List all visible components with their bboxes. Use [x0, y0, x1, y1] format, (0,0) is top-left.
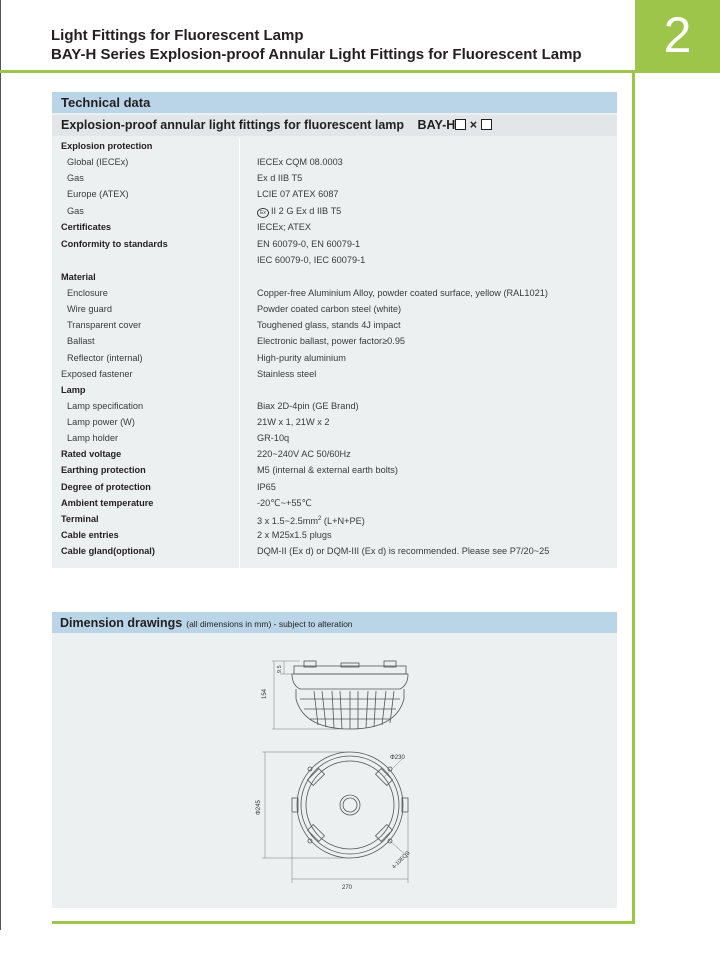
- row-label: Lamp specification: [67, 401, 144, 411]
- row-label: Lamp: [61, 385, 86, 395]
- table-row: [52, 301, 617, 317]
- row-value: LCIE 07 ATEX 6087: [257, 189, 339, 199]
- model-code: [418, 118, 492, 132]
- row-value: Powder coated carbon steel (white): [257, 304, 402, 314]
- table-row: [52, 170, 617, 186]
- table-row: [52, 414, 617, 430]
- technical-data-panel: [52, 92, 617, 568]
- row-label: Lamp holder: [67, 433, 119, 443]
- table-row: [52, 495, 617, 511]
- row-value-text: II 2 G Ex d IIB T5: [271, 206, 342, 216]
- row-value: Toughened glass, stands 4J impact: [257, 320, 401, 330]
- row-label: Lamp power (W): [67, 417, 135, 427]
- table-row: [52, 527, 617, 543]
- subheading-text: Explosion-proof annular light fittings for fluorescent lamp: [61, 118, 405, 132]
- row-value: 2 x M25x1.5 plugs: [257, 530, 332, 540]
- dim-height-top: 9.5: [277, 665, 283, 673]
- row-value: Biax 2D-4pin (GE Brand): [257, 401, 359, 411]
- row-label: Enclosure: [67, 288, 108, 298]
- dimension-drawing: [52, 633, 617, 908]
- row-value: DQM-II (Ex d) or DQM-III (Ex d) is recommended. Please see P7/20~25: [257, 546, 550, 556]
- dimension-drawings-panel: [52, 612, 617, 908]
- table-row: [52, 430, 617, 446]
- table-row: [52, 398, 617, 414]
- table-row: [52, 236, 617, 252]
- table-row: [52, 154, 617, 170]
- header-rule: [0, 70, 635, 73]
- row-label: Rated voltage: [61, 449, 122, 459]
- side-view-drawing: [292, 661, 408, 729]
- table-row: [52, 285, 617, 301]
- row-value-text: 3 x 1.5~2.5mm: [257, 516, 319, 527]
- dimension-drawings-heading: [52, 612, 617, 633]
- table-row: [52, 203, 617, 219]
- row-label: Reflector (internal): [67, 353, 143, 363]
- technical-data-subheading: [52, 115, 617, 136]
- dim-diameter-outer: Φ230: [390, 755, 405, 761]
- row-value: M5 (internal & external earth bolts): [257, 465, 398, 475]
- table-row: [52, 511, 617, 527]
- row-label: Wire guard: [67, 304, 112, 314]
- row-label: Ambient temperature: [61, 498, 154, 508]
- table-row: [52, 333, 617, 349]
- row-label: Gas: [67, 173, 84, 183]
- dimension-note: (all dimensions in mm) - subject to alteration: [186, 619, 353, 629]
- placeholder-box-icon: [481, 119, 492, 130]
- dim-holes: 4-10EQS: [391, 850, 412, 871]
- table-row: [52, 317, 617, 333]
- dimension-title: Dimension drawings: [60, 616, 183, 630]
- row-value: Stainless steel: [257, 369, 317, 379]
- page-category-title: Light Fittings for Fluorescent Lamp: [51, 27, 304, 44]
- row-label: Gas: [67, 206, 84, 216]
- row-value: Copper-free Aluminium Alloy, powder coated surface, yellow (RAL1021): [257, 288, 548, 298]
- dim-width: 270: [342, 885, 353, 891]
- row-label: Ballast: [67, 336, 95, 346]
- row-value: 21W x 1, 21W x 2: [257, 417, 330, 427]
- table-row: [52, 382, 617, 398]
- page-title: BAY-H Series Explosion-proof Annular Light Fittings for Fluorescent Lamp: [51, 46, 582, 63]
- row-value: IECEx CQM 08.0003: [257, 157, 343, 167]
- row-value: EN 60079-0, EN 60079-1: [257, 239, 361, 249]
- page-edge-line: [0, 0, 1, 930]
- row-label: Explosion protection: [61, 141, 153, 151]
- row-label: Exposed fastener: [61, 369, 133, 379]
- row-label: Certificates: [61, 222, 112, 232]
- row-label: Earthing protection: [61, 465, 146, 475]
- footer-rule: [52, 921, 635, 924]
- model-prefix: BAY-H: [417, 118, 456, 132]
- row-value: [257, 203, 341, 219]
- model-separator: ×: [469, 118, 478, 132]
- row-value: Electronic ballast, power factor≥0.95: [257, 336, 406, 346]
- table-row: [52, 219, 617, 235]
- table-row: [52, 366, 617, 382]
- row-value: GR-10q: [257, 433, 290, 443]
- row-label: Global (IECEx): [67, 157, 129, 167]
- row-label: Terminal: [61, 514, 99, 524]
- row-label: Cable entries: [61, 530, 119, 540]
- superscript: 2: [318, 516, 322, 522]
- table-row: [52, 479, 617, 495]
- table-row: [52, 350, 617, 366]
- table-row: [52, 269, 617, 285]
- row-label: Cable gland(optional): [61, 546, 155, 556]
- row-label: Degree of protection: [61, 482, 151, 492]
- row-value: -20℃~+55℃: [257, 498, 312, 508]
- dim-diameter-side: Φ245: [256, 800, 262, 815]
- row-label: Transparent cover: [67, 320, 142, 330]
- technical-data-heading: Technical data: [52, 92, 617, 113]
- table-row: [52, 138, 617, 154]
- row-label: Conformity to standards: [61, 239, 168, 249]
- row-value: Ex d IIB T5: [257, 173, 303, 183]
- row-label: Europe (ATEX): [67, 189, 129, 199]
- dim-height-total: 154: [262, 688, 268, 699]
- atex-ex-icon: Ex: [257, 208, 269, 218]
- right-rule: [632, 72, 635, 924]
- table-row: [52, 462, 617, 478]
- placeholder-box-icon: [455, 119, 466, 130]
- row-label: Material: [61, 272, 96, 282]
- row-value: IEC 60079-0, IEC 60079-1: [257, 255, 366, 265]
- top-view-drawing: [292, 752, 408, 858]
- row-value: 220~240V AC 50/60Hz: [257, 449, 351, 459]
- table-row: [52, 252, 617, 268]
- table-row: [52, 543, 617, 559]
- chapter-number: 2: [635, 0, 720, 73]
- row-value-suffix: (L+N+PE): [321, 516, 365, 527]
- row-value: IP65: [257, 482, 276, 492]
- table-row: [52, 446, 617, 462]
- table-row: [52, 186, 617, 202]
- row-value: High-purity aluminium: [257, 353, 346, 363]
- row-value: IECEx; ATEX: [257, 222, 311, 232]
